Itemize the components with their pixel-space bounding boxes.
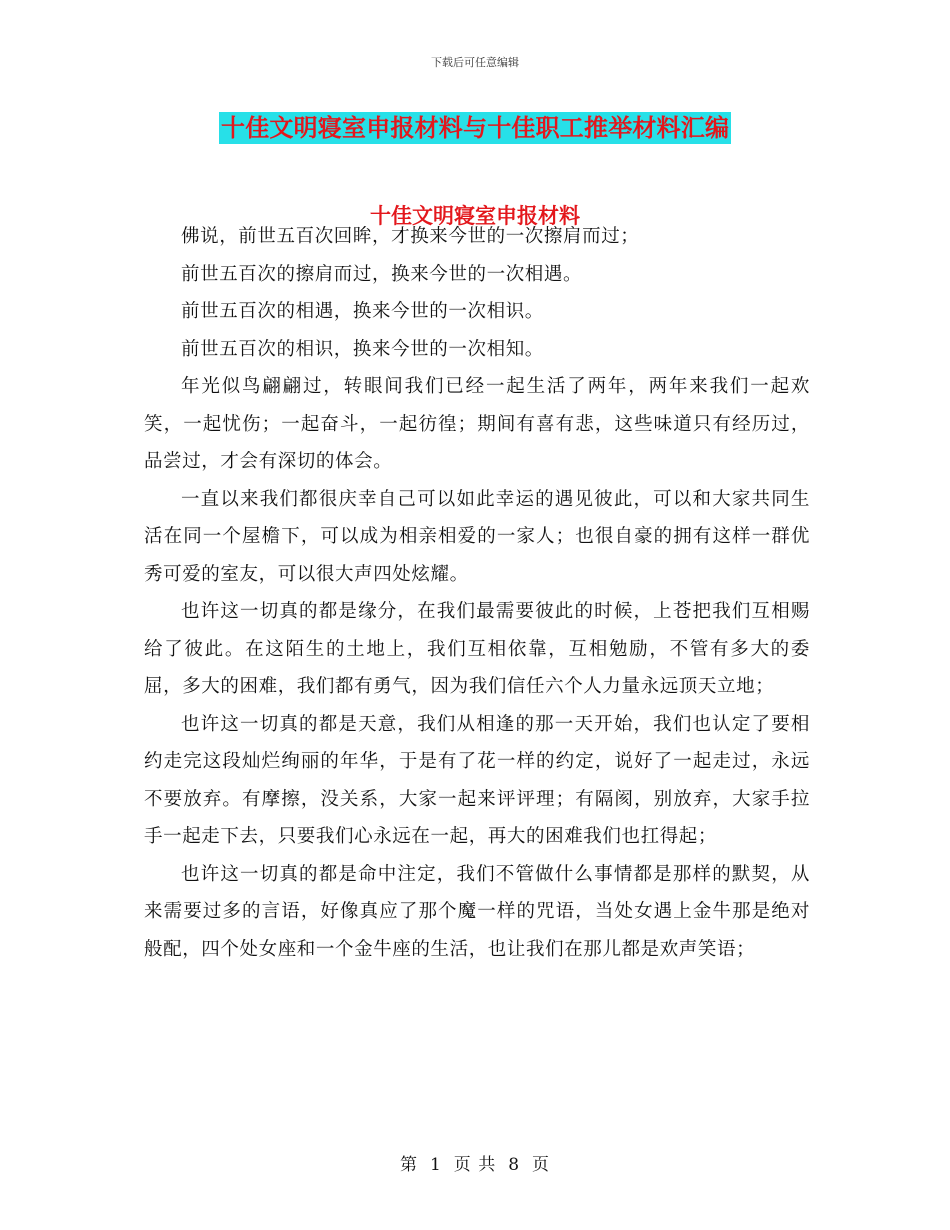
footer-suffix: 页 <box>532 1155 551 1175</box>
page-footer <box>0 1150 950 1175</box>
paragraph: 前世五百次的相遇，换来今世的一次相识。 <box>181 301 544 322</box>
section-title: 十佳文明寝室申报材料 <box>370 203 580 228</box>
paragraph: 前世五百次的相识，换来今世的一次相知。 <box>181 338 544 360</box>
body-text <box>144 218 810 968</box>
paragraph: 也许这一切真的都是命中注定，我们不管做什么事情都是那样的默契，从来需要过多的言语，好像真应了那个魔一样的咒语，当处女遇上金牛那是绝对般配，四个处女座和一个金牛座的生活，也让我们在那儿都是欢声笑语； <box>144 863 810 960</box>
total-pages: 8 <box>508 1155 521 1175</box>
paragraph: 佛说，前世五百次回眸，才换来今世的一次擦肩而过； <box>181 226 640 247</box>
paragraph: 也许这一切真的都是天意，我们从相逢的那一天开始，我们也认定了要相约走完这段灿烂绚丽的年华，于是有了花一样的约定，说好了一起走过，永远不要放弃。有摩擦，没关系，大家一起来评评理；有隔阂，别放弃，大家手拉手一起走下去，只要我们心永远在一起，再大的困难我们也扛得起； <box>144 713 810 847</box>
footer-mid: 页 共 <box>453 1155 497 1175</box>
paragraph: 前世五百次的擦肩而过，换来今世的一次相遇。 <box>181 263 583 285</box>
paragraph: 年光似鸟翩翩过，转眼间我们已经一起生活了两年，两年来我们一起欢笑，一起忧伤；一起奋斗，一起彷徨；期间有喜有悲，这些味道只有经历过，品尝过，才会有深切的体会。 <box>144 376 810 472</box>
paragraph: 一直以来我们都很庆幸自己可以如此幸运的遇见彼此，可以和大家共同生活在同一个屋檐下，可以成为相亲相爱的一家人；也很自豪的拥有这样一群优秀可爱的室友，可以很大声四处炫耀。 <box>144 488 810 585</box>
footer-prefix: 第 <box>399 1155 418 1175</box>
header-note: 下载后可任意编辑 <box>431 56 519 69</box>
document-title: 十佳文明寝室申报材料与十佳职工推举材料汇编 <box>221 113 730 142</box>
page-number: 1 <box>429 1155 442 1175</box>
paragraph: 也许这一切真的都是缘分，在我们最需要彼此的时候，上苍把我们互相赐给了彼此。在这陌生的土地上，我们互相依靠，互相勉励，不管有多大的委屈，多大的困难，我们都有勇气，因为我们信任六个人力量永远顶天立地； <box>144 601 810 697</box>
